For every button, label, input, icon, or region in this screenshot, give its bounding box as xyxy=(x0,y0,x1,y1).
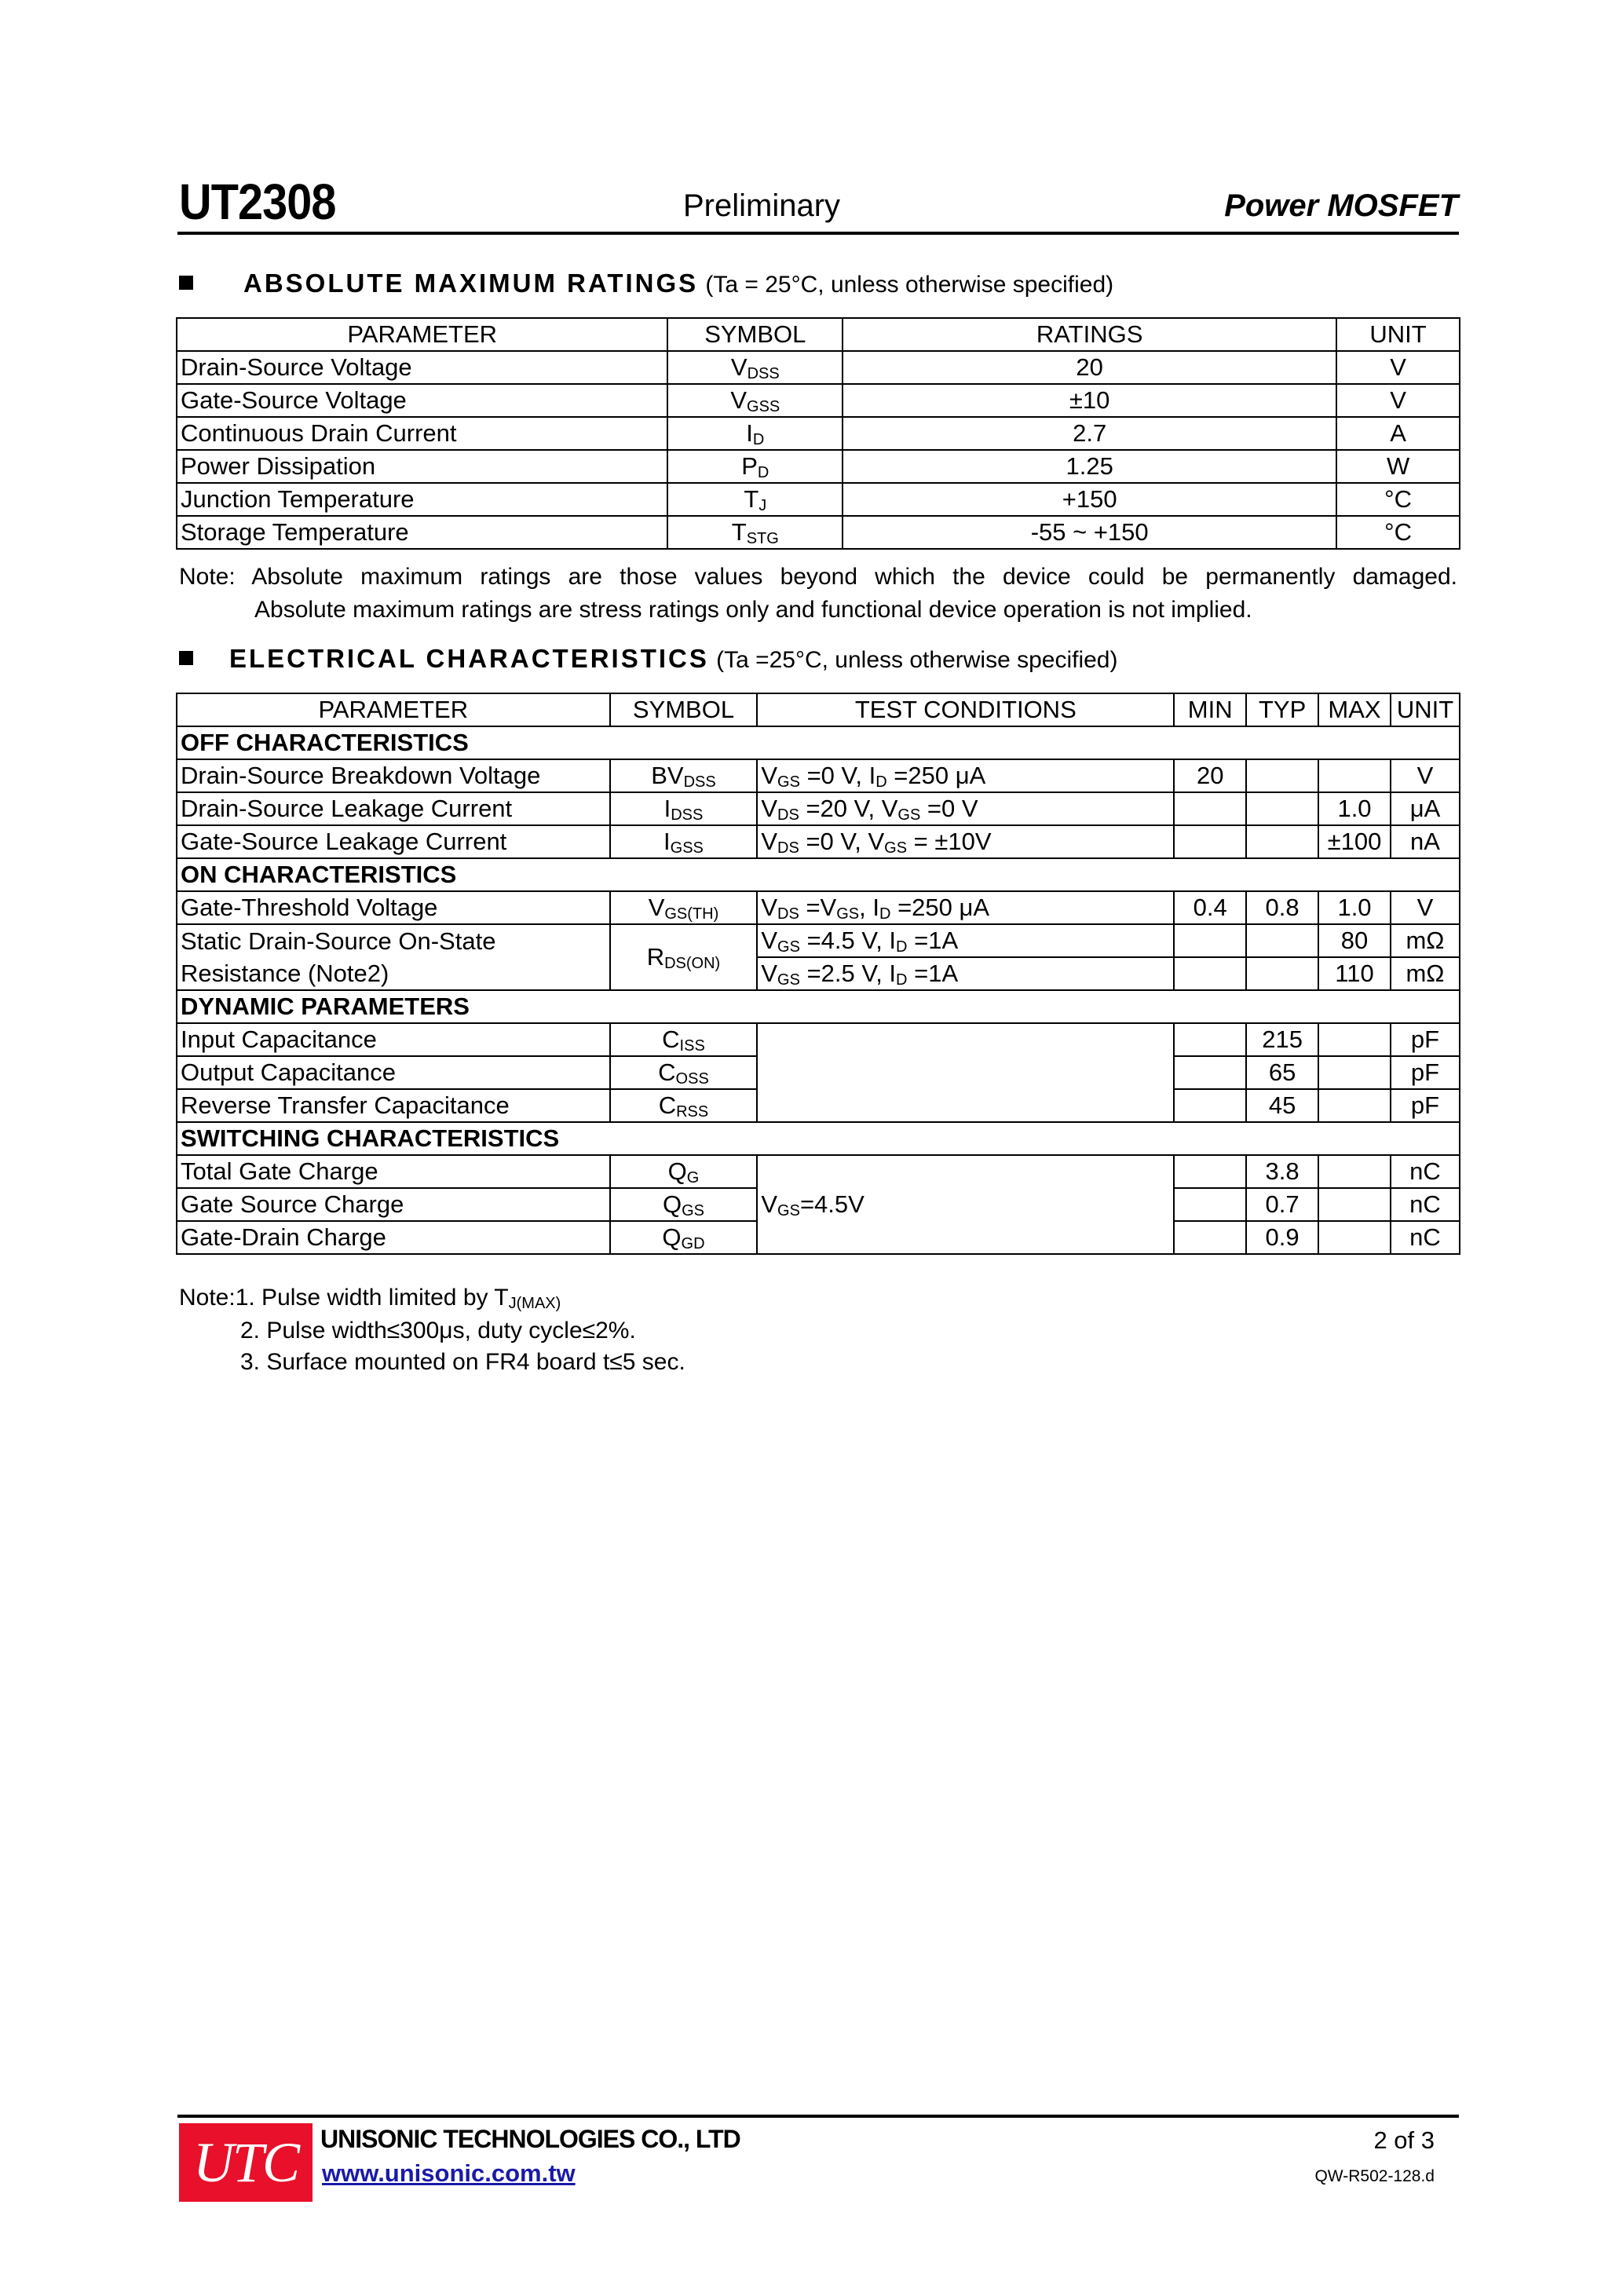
max-cell xyxy=(1318,759,1391,792)
rating-cell: 20 xyxy=(843,351,1336,384)
ec-note-2: 2. Pulse width≤300μs, duty cycle≤2%. xyxy=(240,1318,636,1344)
condition-cell xyxy=(757,1023,1174,1122)
ec-table xyxy=(176,693,1460,1255)
col-header: UNIT xyxy=(1391,693,1460,726)
max-cell xyxy=(1318,1188,1391,1221)
symbol-cell: $Q_{GS}$ xyxy=(610,1188,758,1221)
min-cell xyxy=(1174,1023,1246,1056)
section-heading: DYNAMIC PARAMETERS xyxy=(177,990,1460,1023)
amr-note-line-1: Note: Absolute maximum ratings are those values beyond which the device could be permanently damaged. xyxy=(179,564,1457,590)
unit-cell: pF xyxy=(1391,1056,1460,1089)
footer-rule xyxy=(177,2115,1459,2118)
section-row xyxy=(177,1122,1460,1155)
section-row xyxy=(177,858,1460,891)
typ-cell xyxy=(1246,924,1318,957)
symbol-cell: $P_D$ xyxy=(667,450,843,483)
symbol-cell: $R_{DS(ON)}$ xyxy=(610,924,758,990)
min-cell xyxy=(1174,1056,1246,1089)
header-rule xyxy=(177,232,1459,235)
condition-cell: $V_{DS} =20$ V, $V_{GS} =0$ V xyxy=(757,792,1174,825)
unit-cell: pF xyxy=(1391,1023,1460,1056)
table-row xyxy=(177,891,1460,924)
min-cell xyxy=(1174,1188,1246,1221)
symbol-cell: $T_{STG}$ xyxy=(667,516,843,549)
rating-cell: -55 ~ +150 xyxy=(843,516,1336,549)
condition-cell: $V_{DS} =V_{GS}$, $I_D =250$ μA xyxy=(757,891,1174,924)
table-row xyxy=(177,792,1460,825)
symbol-cell: $I_{DSS}$ xyxy=(610,792,758,825)
section-heading: OFF CHARACTERISTICS xyxy=(177,726,1460,759)
table-row xyxy=(177,924,1460,957)
param-cell: Static Drain-Source On-State xyxy=(177,924,610,957)
col-header: SYMBOL xyxy=(610,693,758,726)
typ-cell: 215 xyxy=(1246,1023,1318,1056)
unit-cell: V xyxy=(1336,384,1460,417)
rating-cell: 2.7 xyxy=(843,417,1336,450)
param-cell: Drain-Source Leakage Current xyxy=(177,792,610,825)
col-header: RATINGS xyxy=(843,318,1336,351)
section-heading: SWITCHING CHARACTERISTICS xyxy=(177,1122,1460,1155)
rating-cell: ±10 xyxy=(843,384,1336,417)
max-cell: 1.0 xyxy=(1318,792,1391,825)
param-cell: Drain-Source Voltage xyxy=(177,351,667,384)
unit-cell: A xyxy=(1336,417,1460,450)
unit-cell: mΩ xyxy=(1391,924,1460,957)
unit-cell: μA xyxy=(1391,792,1460,825)
unit-cell: °C xyxy=(1336,483,1460,516)
document-code: QW-R502-128.d xyxy=(1314,2167,1435,2185)
param-cell: Gate-Drain Charge xyxy=(177,1221,610,1254)
symbol-cell: $V_{GSS}$ xyxy=(667,384,843,417)
page-number: 2 of 3 xyxy=(1373,2126,1435,2154)
unit-cell: W xyxy=(1336,450,1460,483)
max-cell: 80 xyxy=(1318,924,1391,957)
col-header: MIN xyxy=(1174,693,1246,726)
unit-cell: °C xyxy=(1336,516,1460,549)
unit-cell: nC xyxy=(1391,1155,1460,1188)
table-row xyxy=(177,1023,1460,1056)
param-cell: Gate-Source Voltage xyxy=(177,384,667,417)
max-cell xyxy=(1318,1155,1391,1188)
table-row xyxy=(177,825,1460,858)
company-website-link[interactable]: www.unisonic.com.tw xyxy=(322,2159,576,2187)
typ-cell: 0.7 xyxy=(1246,1188,1318,1221)
col-header: TYP xyxy=(1246,693,1318,726)
unit-cell: nC xyxy=(1391,1221,1460,1254)
typ-cell: 0.9 xyxy=(1246,1221,1318,1254)
rating-cell: 1.25 xyxy=(843,450,1336,483)
typ-cell xyxy=(1246,792,1318,825)
min-cell xyxy=(1174,825,1246,858)
table-row xyxy=(177,351,1460,384)
document-status: Preliminary xyxy=(683,188,841,223)
max-cell xyxy=(1318,1221,1391,1254)
symbol-cell: $T_J$ xyxy=(667,483,843,516)
param-cell: Gate-Source Leakage Current xyxy=(177,825,610,858)
utc-logo: UTC xyxy=(179,2123,313,2202)
typ-cell: 45 xyxy=(1246,1089,1318,1122)
condition-cell: $V_{GS} =0$ V, $I_D =250$ μA xyxy=(757,759,1174,792)
section-row xyxy=(177,726,1460,759)
table-row xyxy=(177,417,1460,450)
condition-cell: $V_{DS} =0$ V, $V_{GS} = \pm 10V$ xyxy=(757,825,1174,858)
typ-cell: 65 xyxy=(1246,1056,1318,1089)
symbol-cell: $Q_G$ xyxy=(610,1155,758,1188)
col-header: SYMBOL xyxy=(667,318,843,351)
min-cell xyxy=(1174,1089,1246,1122)
condition-cell: $V_{GS}=4.5V$ xyxy=(757,1155,1174,1254)
amr-note-line-2: Absolute maximum ratings are stress ratings only and functional device operation is not implied. xyxy=(254,597,1252,623)
min-cell xyxy=(1174,1221,1246,1254)
condition-cell: $V_{GS} =4.5$ V, $I_D =1A$ xyxy=(757,924,1174,957)
device-type: Power MOSFET xyxy=(1224,188,1458,223)
typ-cell: 3.8 xyxy=(1246,1155,1318,1188)
unit-cell: nA xyxy=(1391,825,1460,858)
condition-cell: $V_{GS} =2.5$ V, $I_D =1A$ xyxy=(757,957,1174,990)
col-header: PARAMETER xyxy=(177,318,667,351)
col-header: UNIT xyxy=(1336,318,1460,351)
bullet-icon xyxy=(179,276,193,290)
table-header-row xyxy=(177,318,1460,351)
max-cell: 110 xyxy=(1318,957,1391,990)
param-cell: Drain-Source Breakdown Voltage xyxy=(177,759,610,792)
max-cell: ±100 xyxy=(1318,825,1391,858)
param-cell: Power Dissipation xyxy=(177,450,667,483)
max-cell: 1.0 xyxy=(1318,891,1391,924)
section-heading: ON CHARACTERISTICS xyxy=(177,858,1460,891)
ec-section-title: ELECTRICAL CHARACTERISTICS (Ta =25°C, unless otherwise specified) xyxy=(179,644,1117,674)
param-cell: Total Gate Charge xyxy=(177,1155,610,1188)
param-cell: Junction Temperature xyxy=(177,483,667,516)
symbol-cell: $I_D$ xyxy=(667,417,843,450)
amr-table xyxy=(176,317,1460,550)
col-header: MAX xyxy=(1318,693,1391,726)
symbol-cell: $C_{ISS}$ xyxy=(610,1023,758,1056)
typ-cell: 0.8 xyxy=(1246,891,1318,924)
unit-cell: V xyxy=(1336,351,1460,384)
symbol-cell: $I_{GSS}$ xyxy=(610,825,758,858)
symbol-cell: $V_{GS(TH)}$ xyxy=(610,891,758,924)
typ-cell xyxy=(1246,759,1318,792)
symbol-cell: $V_{DSS}$ xyxy=(667,351,843,384)
company-name: UNISONIC TECHNOLOGIES CO., LTD xyxy=(320,2125,740,2153)
param-cell: Reverse Transfer Capacitance xyxy=(177,1089,610,1122)
param-cell: Resistance (Note2) xyxy=(177,957,610,990)
max-cell xyxy=(1318,1056,1391,1089)
section-row xyxy=(177,990,1460,1023)
table-row xyxy=(177,483,1460,516)
amr-section-title: ABSOLUTE MAXIMUM RATINGS (Ta = 25°C, unless otherwise specified) xyxy=(179,269,1113,298)
table-row xyxy=(177,450,1460,483)
symbol-cell: $Q_{GD}$ xyxy=(610,1221,758,1254)
max-cell xyxy=(1318,1023,1391,1056)
table-row xyxy=(177,957,1460,990)
min-cell xyxy=(1174,957,1246,990)
symbol-cell: $C_{RSS}$ xyxy=(610,1089,758,1122)
col-header: PARAMETER xyxy=(177,693,610,726)
param-cell: Gate-Threshold Voltage xyxy=(177,891,610,924)
min-cell: 20 xyxy=(1174,759,1246,792)
unit-cell: nC xyxy=(1391,1188,1460,1221)
table-row xyxy=(177,384,1460,417)
min-cell: 0.4 xyxy=(1174,891,1246,924)
unit-cell: mΩ xyxy=(1391,957,1460,990)
param-cell: Gate Source Charge xyxy=(177,1188,610,1221)
table-row xyxy=(177,516,1460,549)
bullet-icon xyxy=(179,651,193,665)
part-number: UT2308 xyxy=(179,174,336,230)
rating-cell: +150 xyxy=(843,483,1336,516)
max-cell xyxy=(1318,1089,1391,1122)
param-cell: Input Capacitance xyxy=(177,1023,610,1056)
typ-cell xyxy=(1246,957,1318,990)
param-cell: Continuous Drain Current xyxy=(177,417,667,450)
symbol-cell: $BV_{DSS}$ xyxy=(610,759,758,792)
symbol-cell: $C_{OSS}$ xyxy=(610,1056,758,1089)
table-header-row xyxy=(177,693,1460,726)
min-cell xyxy=(1174,1155,1246,1188)
unit-cell: V xyxy=(1391,759,1460,792)
min-cell xyxy=(1174,792,1246,825)
unit-cell: pF xyxy=(1391,1089,1460,1122)
col-header: TEST CONDITIONS xyxy=(757,693,1174,726)
typ-cell xyxy=(1246,825,1318,858)
min-cell xyxy=(1174,924,1246,957)
param-cell: Output Capacitance xyxy=(177,1056,610,1089)
ec-note-1: Note:1. Pulse width limited by $T_{J(MAX)}$ xyxy=(179,1285,561,1312)
table-row xyxy=(177,759,1460,792)
ec-note-3: 3. Surface mounted on FR4 board t≤5 sec. xyxy=(240,1349,685,1375)
table-row xyxy=(177,1155,1460,1188)
param-cell: Storage Temperature xyxy=(177,516,667,549)
unit-cell: V xyxy=(1391,891,1460,924)
